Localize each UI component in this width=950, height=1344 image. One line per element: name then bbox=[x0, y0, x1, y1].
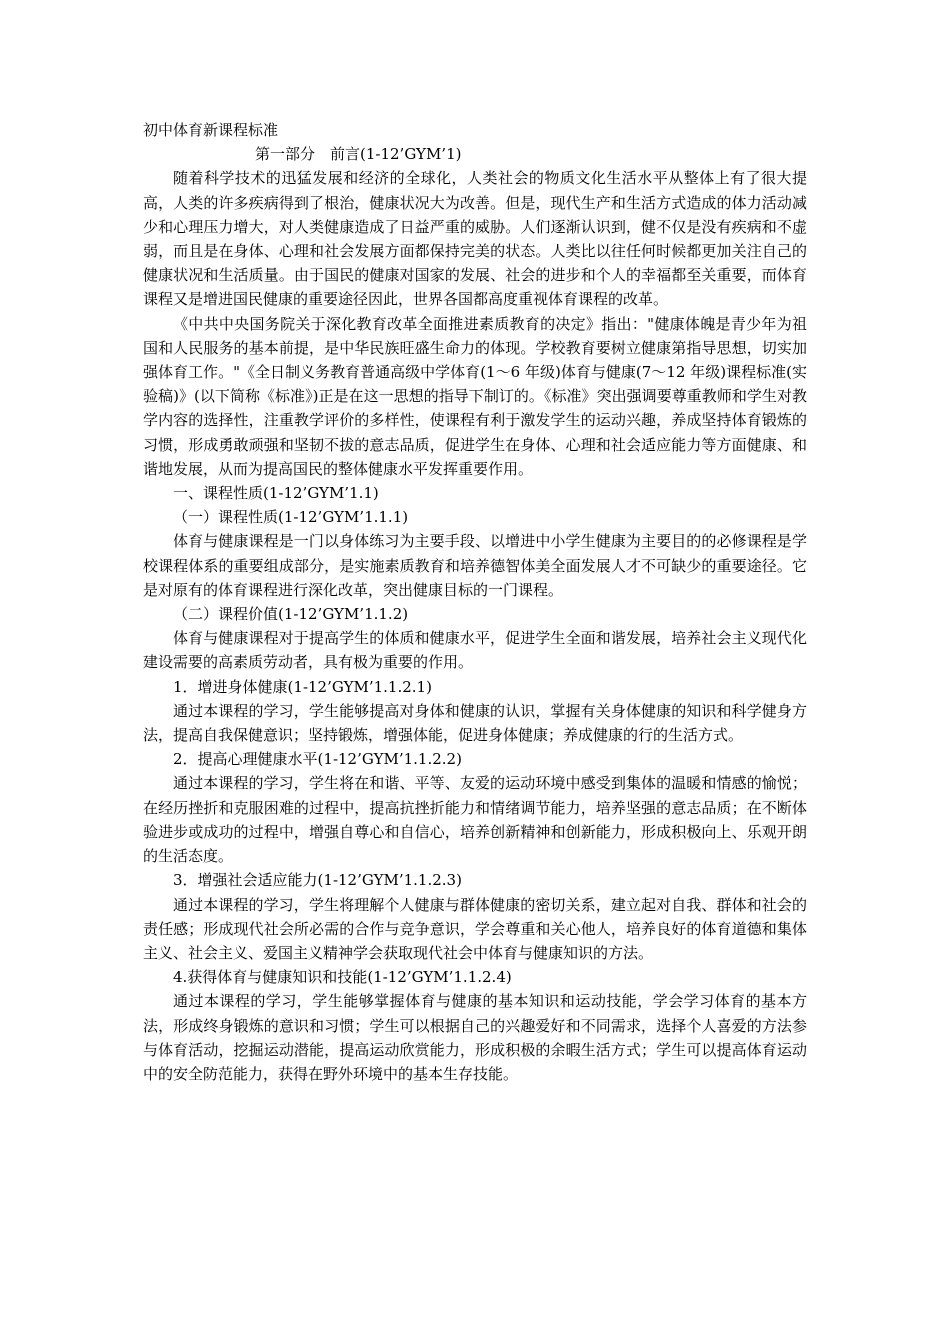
paragraph-mental-health: 通过本课程的学习，学生将在和谐、平等、友爱的运动环境中感受到集体的温暖和情感的愉悦；在经历挫折和克服困难的过程中，提高抗挫折能力和情绪调节能力，培养坚强的意志品质；在不断体验进步或成功的过程中，增强自尊心和自信心，培养创新精神和创新能力，形成积极向上、乐观开朗的生活态度。 bbox=[143, 774, 807, 866]
heading-knowledge-skills: 4.获得体育与健康知识和技能(1-12’GYM’1.1.2.4) bbox=[173, 968, 512, 987]
part-title: 第一部分 前言(1-12’GYM’1) bbox=[255, 145, 462, 164]
paragraph-knowledge-skills: 通过本课程的学习，学生能够掌握体育与健康的基本知识和运动技能，学会学习体育的基本方法，形成终身锻炼的意识和习惯；学生可以根据自己的兴趣爱好和不同需求，选择个人喜爱的方法参与体育活动，挖掘运动潜能，提高运动欣赏能力，形成积极的余暇生活方式；学生可以提高体育运动中的安全防范能力，获得在野外环境中的基本生存技能。 bbox=[143, 992, 807, 1083]
heading-course-value: （二）课程价值(1-12’GYM’1.1.2) bbox=[173, 605, 409, 624]
paragraph-course-value: 体育与健康课程对于提高学生的体质和健康水平，促进学生全面和谐发展，培养社会主义现代化建设需要的高素质劳动者，具有极为重要的作用。 bbox=[143, 629, 807, 672]
heading-mental-health: 2．提高心理健康水平(1-12’GYM’1.1.2.2) bbox=[173, 750, 462, 769]
intro-paragraph-1: 随着科学技术的迅猛发展和经济的全球化，人类社会的物质文化生活水平从整体上有了很大提高，人类的许多疾病得到了根治，健康状况大为改善。但是，现代生产和生活方式造成的体力活动减少和心理压力增大，对人类健康造成了日益严重的威胁。人们逐渐认识到，健不仅是没有疾病和不虚弱，而且是在身体、心理和社会发展方面都保持完美的状态。人类比以往任何时候都更加关注自己的健康状况和生活质量。由于国民的健康对国家的发展、社会的进步和个人的幸福都至关重要，而体育课程又是增进国民健康的重要途径因此，世界各国都高度重视体育课程的改革。 bbox=[143, 169, 807, 309]
heading-physical-health: 1．增进身体健康(1-12’GYM’1.1.2.1) bbox=[173, 677, 432, 696]
paragraph-course-nature: 体育与健康课程是一门以身体练习为主要手段、以增进中小学生健康为主要目的的必修课程是学校课程体系的重要组成部分，是实施素质教育和培养德智体美全面发展人才不可缺少的重要途径。它是对原有的体育课程进行深化改革，突出健康目标的一门课程。 bbox=[143, 532, 807, 599]
document-title: 初中体育新课程标准 bbox=[143, 121, 279, 139]
heading-course-nature: （一）课程性质(1-12’GYM’1.1.1) bbox=[173, 508, 409, 527]
heading-course-nature-section: 一、课程性质(1-12’GYM’1.1) bbox=[173, 484, 379, 503]
paragraph-social-adaptation: 通过本课程的学习，学生将理解个人健康与群体健康的密切关系，建立起对自我、群体和社会的责任感；形成现代社会所必需的合作与竞争意识，学会尊重和关心他人，培养良好的体育道德和集体主义、社会主义、爱国主义精神学会获取现代社会中体育与健康知识的方法。 bbox=[143, 895, 807, 962]
heading-social-adaptation: 3．增强社会适应能力(1-12’GYM’1.1.2.3) bbox=[173, 871, 462, 890]
intro-paragraph-2: 《中共中央国务院关于深化教育改革全面推进素质教育的决定》指出："健康体魄是青少年为祖国和人民服务的基本前提，是中华民族旺盛生命力的体现。学校教育要树立健康第指导思想，切实加强体育工作。"《全日制义务教育普通高级中学体育(1～6 年级)体育与健康(7～12 年级)课程标准(实验稿)》(以下简称《标准》)正是在这一思想的指导下制订的。《标准》突出强调要尊重教师和学生对教学内容的选择性，注重教学评价的多样性，使课程有利于激发学生的运动兴趣，养成坚持体育锻炼的习惯，形成勇敢顽强和坚韧不拔的意志品质，促进学生在身体、心理和社会适应能力等方面健康、和谐地发展，从而为提高国民的整体健康水平发挥重要作用。 bbox=[143, 314, 807, 478]
paragraph-physical-health: 通过本课程的学习，学生能够提高对身体和健康的认识，掌握有关身体健康的知识和科学健身方法，提高自我保健意识；坚持锻炼，增强体能，促进身体健康；养成健康的行的生活方式。 bbox=[143, 701, 807, 745]
document-page bbox=[143, 118, 807, 1086]
